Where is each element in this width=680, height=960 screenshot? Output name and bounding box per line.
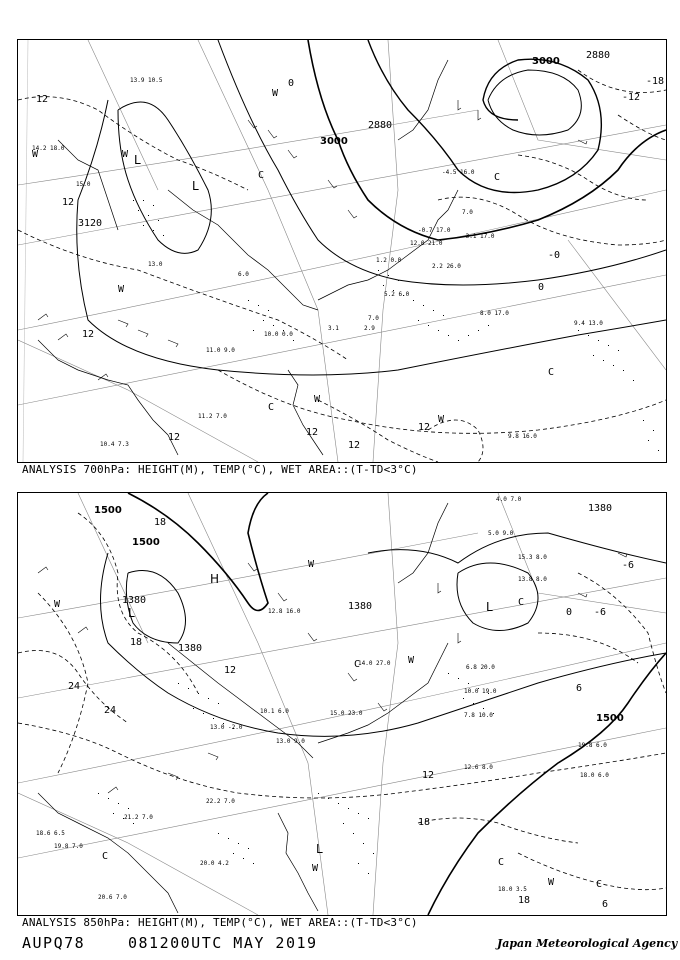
height-label: 3000: [532, 56, 560, 67]
station-obs: 13.8 8.0: [518, 576, 547, 583]
station-obs: 15.0 23.0: [330, 710, 363, 717]
station-obs: 19.8 6.0: [578, 742, 607, 749]
isotherm-label: 0: [566, 607, 573, 618]
map-700hpa-chart: [18, 40, 666, 462]
station-obs: 19.8 7.0: [54, 843, 83, 850]
height-label: 3120: [78, 218, 103, 229]
station-obs: 10.0 19.0: [464, 688, 497, 695]
low-center-label: L: [316, 842, 323, 856]
station-obs: 10.0 0.0: [264, 331, 293, 338]
isotherm-label: 24: [104, 705, 117, 716]
map-850hpa-chart: [18, 493, 666, 915]
isotherm-label: 12: [36, 94, 49, 105]
station-obs: 2.9: [364, 325, 375, 332]
warm-center-label: W: [32, 149, 39, 160]
warm-center-label: W: [122, 149, 129, 160]
isotherm-label: 12: [224, 665, 237, 676]
isotherm-label: -12: [622, 92, 641, 103]
cold-center-label: C: [258, 170, 265, 181]
station-obs: 10.4 7.3: [100, 441, 129, 448]
isotherm-label: 12: [62, 197, 75, 208]
station-obs: -0.7 17.0: [418, 227, 451, 234]
height-label: 1500: [94, 505, 122, 516]
isotherm-label: 0: [538, 282, 545, 293]
isotherm-label: 24: [68, 681, 81, 692]
station-obs: 2.2 26.0: [432, 263, 461, 270]
valid-time: 081200UTC MAY 2019: [128, 934, 318, 952]
station-obs: 18.0 6.0: [580, 772, 609, 779]
height-label: 1380: [588, 503, 613, 514]
station-obs: 5.0 9.0: [488, 530, 514, 537]
isotherm-label: 6: [602, 899, 609, 910]
map-panel-850hpa: [17, 492, 667, 916]
low-center-label: L: [128, 606, 135, 620]
isotherm-label: 18: [154, 517, 167, 528]
map-panel-700hpa: [17, 39, 667, 463]
warm-center-label: W: [54, 599, 61, 610]
station-obs: 20.0 4.2: [200, 860, 229, 867]
station-obs: 3.1: [328, 325, 339, 332]
station-observations: [32, 77, 603, 448]
isotherm-label: 18: [130, 637, 143, 648]
isotherm-label: 12: [306, 427, 319, 438]
isotherm-label: -0: [548, 250, 561, 261]
cold-center-label: C: [354, 659, 361, 670]
wet-area: [98, 673, 494, 874]
station-obs: 8.0 17.0: [480, 310, 509, 317]
station-obs: 9.4 13.0: [574, 320, 603, 327]
isotherm-label: 18: [518, 895, 531, 906]
height-label: 2880: [586, 50, 611, 61]
low-center-label: L: [192, 179, 199, 193]
station-obs: 12.0 21.0: [410, 240, 443, 247]
station-obs: 13.0: [148, 261, 163, 268]
station-obs: 4.0 7.0: [496, 496, 522, 503]
isotherm-label: 0: [288, 78, 295, 89]
station-obs: 11.0 9.0: [206, 347, 235, 354]
isotherm-label: 12: [168, 432, 181, 443]
height-label: 3000: [320, 136, 348, 147]
station-obs: 11.2 7.0: [198, 413, 227, 420]
isotherms: [18, 513, 666, 890]
height-label: 2880: [368, 120, 393, 131]
warm-center-label: W: [312, 863, 319, 874]
station-obs: 10.1 6.0: [260, 708, 289, 715]
cold-center-label: C: [548, 367, 555, 378]
station-obs: 14.2 18.0: [32, 145, 65, 152]
cold-center-label: C: [518, 597, 525, 608]
station-obs: 18.6 6.5: [36, 830, 65, 837]
isotherm-label: 18: [418, 817, 431, 828]
height-label: 1380: [178, 643, 203, 654]
isotherm-label: 12: [82, 329, 95, 340]
isotherm-label: -6: [594, 607, 607, 618]
station-obs: 21.2 7.0: [124, 814, 153, 821]
warm-center-label: W: [272, 88, 279, 99]
station-obs: 20.6 7.0: [98, 894, 127, 901]
height-label: 1380: [122, 595, 147, 606]
station-obs: -3.1 17.0: [462, 233, 495, 240]
cold-center-label: C: [268, 402, 275, 413]
height-label: 1500: [596, 713, 624, 724]
station-obs: 12.6 8.0: [464, 764, 493, 771]
station-obs: 14.0 27.0: [358, 660, 391, 667]
warm-center-label: W: [408, 655, 415, 666]
isotherm-label: 12: [418, 422, 431, 433]
station-obs: 6.8 20.0: [466, 664, 495, 671]
cold-center-label: C: [498, 857, 505, 868]
agency-name: Japan Meteorological Agency: [497, 937, 678, 950]
isotherm-label: 12: [422, 770, 435, 781]
station-obs: 13.0 -2.0: [210, 724, 243, 731]
station-obs: 7.0: [462, 209, 473, 216]
height-contours: [101, 493, 667, 915]
high-center-label: H: [210, 572, 220, 586]
warm-center-label: W: [548, 877, 555, 888]
panel-caption-700hpa: ANALYSIS 700hPa: HEIGHT(M), TEMP(°C), WET AREA::(T-TD<3°C): [22, 463, 418, 476]
wind-barbs: [38, 100, 587, 380]
station-obs: 7.8 10.0: [464, 712, 493, 719]
station-obs: 9.8 16.0: [508, 433, 537, 440]
station-obs: 1.2 0.0: [376, 257, 402, 264]
warm-center-label: W: [314, 394, 321, 405]
station-obs: 13.0 9.0: [276, 738, 305, 745]
cold-center-label: C: [494, 172, 501, 183]
warm-center-label: W: [438, 414, 445, 425]
height-label: 1380: [348, 601, 373, 612]
station-obs: 12.8 16.0: [268, 608, 301, 615]
warm-center-label: W: [118, 284, 125, 295]
graticule: [18, 493, 666, 915]
coastline: [38, 503, 448, 913]
700-labels: [32, 50, 664, 451]
isotherm-label: 12: [348, 440, 361, 451]
cold-center-label: C: [596, 879, 603, 890]
graticule: [18, 40, 666, 462]
station-obs: 6.0: [238, 271, 249, 278]
isotherm-label: 6: [576, 683, 583, 694]
low-center-label: L: [486, 600, 493, 614]
station-obs: 15.3 8.0: [518, 554, 547, 561]
station-obs: 15.0: [76, 181, 91, 188]
station-obs: 13.9 10.5: [130, 77, 163, 84]
warm-center-label: W: [308, 559, 315, 570]
station-obs: 18.0 3.5: [498, 886, 527, 893]
height-label: 1500: [132, 537, 160, 548]
cold-center-label: C: [102, 851, 109, 862]
isotherm-label: -6: [622, 560, 635, 571]
station-obs: 7.0: [368, 315, 379, 322]
panel-caption-850hpa: ANALYSIS 850hPa: HEIGHT(M), TEMP(°C), WET AREA::(T-TD<3°C): [22, 916, 418, 929]
chart-id: AUPQ78: [22, 934, 86, 952]
low-center-label: L: [134, 153, 141, 167]
850-labels: [54, 503, 634, 910]
station-obs: -4.5 16.0: [442, 169, 475, 176]
isotherm-label: -18: [646, 76, 665, 87]
station-obs: 5.2 6.0: [384, 291, 410, 298]
station-obs: 22.2 7.0: [206, 798, 235, 805]
